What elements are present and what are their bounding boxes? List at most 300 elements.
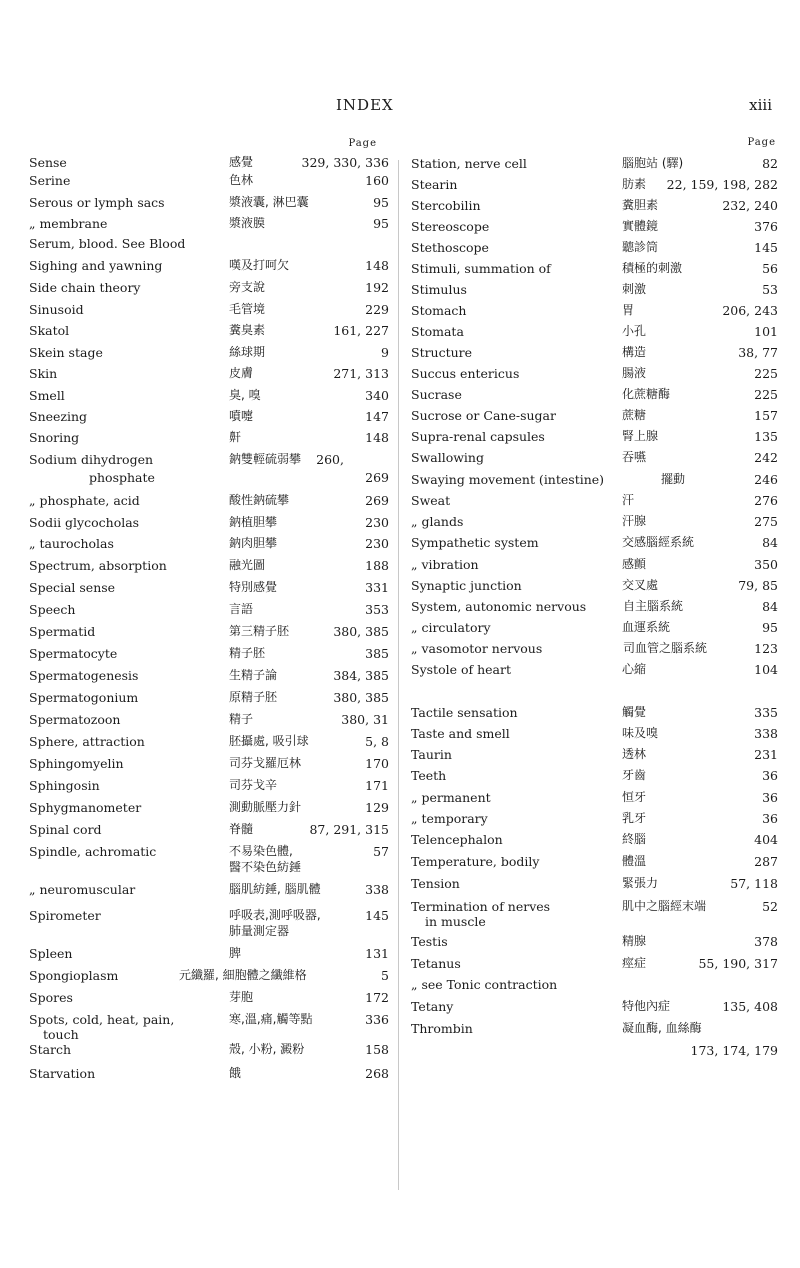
entry-chinese: 吞嚥	[622, 450, 647, 464]
entry-chinese: 色林	[229, 173, 254, 187]
entry-term: Snoring	[29, 430, 80, 445]
index-entry	[411, 934, 778, 949]
index-entry	[29, 908, 389, 938]
index-entry	[29, 624, 389, 639]
entry-page-ref: 230	[365, 536, 389, 551]
entry-chinese: 交叉處	[622, 578, 659, 592]
entry-page-ref: 188	[365, 558, 389, 573]
entry-page-ref: 172	[365, 990, 389, 1005]
entry-term: Taurin	[411, 747, 452, 762]
entry-chinese: 精子	[229, 712, 254, 726]
entry-chinese: 感覺	[229, 155, 254, 169]
entry-page-ref: 269	[365, 493, 389, 508]
index-entry	[29, 345, 389, 360]
entry-chinese: 第三精子胚	[229, 624, 290, 638]
entry-term: Telencephalon	[411, 832, 503, 847]
entry-term: Sucrose or Cane-sugar	[411, 408, 556, 423]
entry-term: Spermatogenesis	[29, 668, 139, 683]
index-entry	[411, 641, 778, 656]
index-entry	[411, 956, 778, 971]
entry-chinese: 鈉植胆攀	[229, 515, 278, 529]
entry-term: Sense	[29, 155, 67, 170]
entry-page-ref: 260,	[316, 452, 344, 467]
entry-chinese-continued: 肺量測定器	[229, 924, 290, 938]
entry-term: Sodii glycocholas	[29, 515, 140, 530]
entry-chinese: 腎上腺	[622, 429, 659, 443]
entry-chinese: 原精子胚	[229, 690, 278, 704]
index-entry	[411, 303, 778, 318]
entry-term: Tension	[411, 876, 460, 891]
entry-page-ref: 147	[365, 409, 389, 424]
index-entry	[29, 778, 389, 793]
entry-chinese: 嘆及打呵欠	[229, 258, 290, 272]
index-entry	[411, 240, 778, 255]
entry-term: Testis	[411, 934, 448, 949]
index-entry	[411, 324, 778, 339]
entry-term: Serine	[29, 173, 71, 188]
entry-page-ref: 160	[365, 173, 389, 188]
index-entry	[29, 968, 389, 983]
entry-chinese: 透林	[622, 747, 647, 761]
entry-chinese: 不易染色體,	[229, 844, 293, 858]
entry-term: Tetany	[411, 999, 454, 1014]
entry-term: Spots, cold, heat, pain,	[29, 1012, 175, 1027]
entry-term: Spermatocyte	[29, 646, 118, 661]
entry-chinese: 酸性鈉硫攀	[229, 493, 290, 507]
entry-chinese: 凝血酶, 血絲酶	[622, 1021, 702, 1035]
entry-term: Stimulus	[411, 282, 467, 297]
entry-chinese: 言語	[229, 602, 254, 616]
entry-page-ref: 376	[754, 219, 778, 234]
index-entry	[29, 258, 389, 273]
index-entry	[411, 747, 778, 762]
entry-chinese: 生精子論	[229, 668, 278, 682]
entry-page-ref: 5, 8	[365, 734, 389, 749]
entry-page-ref: 5	[381, 968, 389, 983]
entry-term: Sphingosin	[29, 778, 100, 793]
entry-page-ref: 173, 174, 179	[690, 1043, 778, 1058]
index-entry	[29, 173, 389, 188]
entry-term: Stimuli, summation of	[411, 261, 551, 276]
entry-term-continued: in muscle	[425, 914, 486, 929]
entry-chinese: 汗腺	[622, 514, 647, 528]
entry-page-ref: 56	[762, 261, 778, 276]
entry-page-ref: 268	[365, 1066, 389, 1081]
entry-page-ref: 276	[754, 493, 778, 508]
entry-chinese: 精子胚	[229, 646, 266, 660]
entry-term: Tetanus	[411, 956, 461, 971]
index-entry	[411, 345, 778, 360]
entry-chinese: 糞胆素	[622, 198, 659, 212]
entry-term: Stethoscope	[411, 240, 489, 255]
entry-term: Speech	[29, 602, 76, 617]
index-entry	[411, 768, 778, 783]
entry-page-ref: 145	[754, 240, 778, 255]
entry-page-ref: 353	[365, 602, 389, 617]
entry-term: Sphere, attraction	[29, 734, 145, 749]
index-entry	[411, 832, 778, 847]
entry-chinese: 肪素	[622, 177, 647, 191]
entry-term: „ temporary	[411, 811, 488, 826]
entry-chinese: 蔗糖	[622, 408, 647, 422]
page-column-heading: Page	[747, 137, 776, 148]
entry-page-ref: 232, 240	[722, 198, 778, 213]
entry-term: Synaptic junction	[411, 578, 522, 593]
entry-term: „ vasomotor nervous	[411, 641, 543, 656]
entry-chinese: 積極的刺激	[622, 261, 683, 275]
entry-page-ref: 231	[754, 747, 778, 762]
page-column-heading: Page	[348, 138, 377, 149]
entry-page-ref: 206, 243	[722, 303, 778, 318]
index-entry	[29, 558, 389, 573]
entry-term: phosphate	[89, 470, 155, 485]
entry-chinese: 特他內症	[622, 999, 671, 1013]
index-entry	[29, 493, 389, 508]
entry-chinese: 腦肌紡錘, 腦肌體	[229, 882, 321, 896]
index-entry	[29, 470, 389, 485]
index-entry	[29, 756, 389, 771]
entry-term: System, autonomic nervous	[411, 599, 587, 614]
entry-page-ref: 338	[754, 726, 778, 741]
entry-chinese: 構造	[622, 345, 647, 359]
entry-term: Special sense	[29, 580, 116, 595]
index-entry	[411, 811, 778, 826]
entry-page-ref: 36	[762, 790, 778, 805]
entry-page-ref: 340	[365, 388, 389, 403]
entry-chinese: 實體鏡	[622, 219, 659, 233]
entry-chinese: 胃	[622, 303, 635, 317]
entry-page-ref: 329, 330, 336	[301, 155, 389, 170]
entry-page-ref: 350	[754, 557, 778, 572]
entry-term: Stereoscope	[411, 219, 490, 234]
entry-term: Stercobilin	[411, 198, 481, 213]
entry-chinese: 糞臭素	[229, 323, 266, 337]
page-number: xiii	[749, 96, 772, 114]
entry-term: Spermatid	[29, 624, 96, 639]
index-entry	[411, 578, 778, 593]
index-entry	[29, 1042, 389, 1057]
index-entry	[411, 1043, 778, 1058]
entry-chinese: 乳牙	[622, 811, 647, 825]
index-entry	[411, 876, 778, 891]
index-entry	[29, 712, 389, 727]
entry-term: Sucrase	[411, 387, 462, 402]
entry-chinese: 心縮	[622, 662, 647, 676]
entry-page-ref: 95	[762, 620, 778, 635]
entry-page-ref: 338	[365, 882, 389, 897]
entry-page-ref: 148	[365, 430, 389, 445]
entry-chinese: 皮膚	[229, 366, 254, 380]
entry-chinese: 噴嚏	[229, 409, 254, 423]
entry-chinese: 汗	[622, 493, 635, 507]
entry-term: „ taurocholas	[29, 536, 114, 551]
entry-chinese: 痙症	[622, 956, 647, 970]
entry-chinese: 司芬戈辛	[229, 778, 278, 792]
entry-chinese: 殼, 小粉, 澱粉	[229, 1042, 305, 1056]
index-entry	[411, 450, 778, 465]
entry-term: Spleen	[29, 946, 73, 961]
entry-term: Spectrum, absorption	[29, 558, 167, 573]
entry-page-ref: 157	[754, 408, 778, 423]
entry-page-ref: 135	[754, 429, 778, 444]
entry-page-ref: 84	[762, 599, 778, 614]
entry-page-ref: 229	[365, 302, 389, 317]
entry-chinese: 緊張力	[622, 876, 659, 890]
entry-page-ref: 331	[365, 580, 389, 595]
index-entry	[29, 236, 389, 251]
entry-page-ref: 161, 227	[333, 323, 389, 338]
entry-term: Serous or lymph sacs	[29, 195, 165, 210]
entry-term: „ phosphate, acid	[29, 493, 140, 508]
index-entry	[29, 1012, 389, 1042]
index-entry	[29, 388, 389, 403]
index-entry	[411, 429, 778, 444]
entry-term: Spindle, achromatic	[29, 844, 157, 859]
entry-term: „ see Tonic contraction	[411, 977, 558, 992]
entry-term: Sneezing	[29, 409, 88, 424]
index-entry	[411, 726, 778, 741]
page-title: INDEX	[336, 96, 394, 114]
index-entry	[29, 822, 389, 837]
entry-term: „ vibration	[411, 557, 479, 572]
entry-chinese: 腦胞站 (驛)	[622, 156, 684, 170]
entry-term: Sighing and yawning	[29, 258, 163, 273]
entry-chinese: 餓	[229, 1066, 242, 1080]
entry-page-ref: 82	[762, 156, 778, 171]
entry-page-ref: 57	[373, 844, 389, 859]
entry-chinese: 肌中之腦經末端	[622, 899, 707, 913]
entry-term: Sphygmanometer	[29, 800, 142, 815]
entry-page-ref: 95	[373, 216, 389, 231]
index-entry	[411, 854, 778, 869]
entry-term: Swallowing	[411, 450, 484, 465]
index-entry	[29, 946, 389, 961]
entry-chinese: 脾	[229, 946, 242, 960]
entry-page-ref: 38, 77	[738, 345, 778, 360]
entry-page-ref: 385	[365, 646, 389, 661]
page-header	[0, 96, 800, 116]
index-entry	[29, 430, 389, 445]
entry-chinese: 漿液膜	[229, 216, 266, 230]
entry-chinese: 測動脈壓力針	[229, 800, 302, 814]
entry-page-ref: 336	[365, 1012, 389, 1027]
entry-page-ref: 104	[754, 662, 778, 677]
entry-page-ref: 22, 159, 198, 282	[666, 177, 778, 192]
entry-page-ref: 242	[754, 450, 778, 465]
entry-term: Sweat	[411, 493, 451, 508]
entry-term: Taste and smell	[411, 726, 510, 741]
entry-term: Skin	[29, 366, 58, 381]
index-entry	[411, 999, 778, 1014]
entry-page-ref: 275	[754, 514, 778, 529]
entry-page-ref: 57, 118	[730, 876, 778, 891]
entry-chinese: 絲球期	[229, 345, 266, 359]
entry-page-ref: 269	[365, 470, 389, 485]
entry-chinese: 終腦	[622, 832, 647, 846]
index-entry	[29, 800, 389, 815]
index-entry	[29, 990, 389, 1005]
entry-page-ref: 380, 385	[333, 690, 389, 705]
entry-chinese: 聽診筒	[622, 240, 659, 254]
entry-page-ref: 380, 31	[341, 712, 389, 727]
entry-page-ref: 36	[762, 811, 778, 826]
entry-page-ref: 380, 385	[333, 624, 389, 639]
entry-page-ref: 230	[365, 515, 389, 530]
entry-page-ref: 225	[754, 366, 778, 381]
entry-chinese: 胚攝處, 吸引球	[229, 734, 309, 748]
entry-term: Starvation	[29, 1066, 96, 1081]
entry-chinese: 味及嗅	[622, 726, 659, 740]
index-entry	[29, 882, 389, 897]
entry-chinese: 觸覺	[622, 705, 647, 719]
index-entry	[411, 493, 778, 508]
entry-chinese: 芽胞	[229, 990, 254, 1004]
entry-term: Sphingomyelin	[29, 756, 124, 771]
entry-page-ref: 84	[762, 535, 778, 550]
entry-term: Termination of nerves	[411, 899, 551, 914]
entry-term: Swaying movement (intestine)	[411, 472, 605, 487]
index-entry	[411, 282, 778, 297]
entry-page-ref: 287	[754, 854, 778, 869]
entry-term: Skatol	[29, 323, 70, 338]
entry-chinese: 旁支說	[229, 280, 266, 294]
index-entry	[29, 536, 389, 551]
entry-term: „ glands	[411, 514, 464, 529]
index-entry	[29, 195, 389, 210]
entry-chinese: 元纖羅, 細胞體之纖維格	[179, 968, 307, 982]
entry-chinese: 呼吸表,測呼吸器,	[229, 908, 321, 922]
entry-term: Sympathetic system	[411, 535, 539, 550]
entry-page-ref: 36	[762, 768, 778, 783]
index-entry	[29, 216, 389, 231]
entry-page-ref: 225	[754, 387, 778, 402]
entry-chinese: 牙齒	[622, 768, 647, 782]
index-entry	[411, 514, 778, 529]
entry-page-ref: 171	[365, 778, 389, 793]
entry-chinese: 司血管之腦系統	[623, 641, 708, 655]
index-entry	[29, 280, 389, 295]
entry-page-ref: 131	[365, 946, 389, 961]
index-entry	[411, 1021, 778, 1036]
index-entry	[411, 899, 778, 929]
entry-page-ref: 101	[754, 324, 778, 339]
entry-page-ref: 135, 408	[722, 999, 778, 1014]
index-entry	[29, 646, 389, 661]
index-entry	[29, 844, 389, 874]
index-entry	[411, 198, 778, 213]
entry-page-ref: 335	[754, 705, 778, 720]
entry-term: Temperature, bodily	[411, 854, 540, 869]
entry-chinese: 小孔	[622, 324, 647, 338]
index-entry	[29, 302, 389, 317]
index-entry	[411, 219, 778, 234]
entry-page-ref: 123	[754, 641, 778, 656]
entry-term: Stomata	[411, 324, 464, 339]
index-entry	[29, 602, 389, 617]
index-entry	[29, 690, 389, 705]
entry-term: Spongioplasm	[29, 968, 119, 983]
entry-term: Sodium dihydrogen	[29, 452, 154, 467]
entry-page-ref: 79, 85	[738, 578, 778, 593]
entry-chinese: 鼾	[229, 430, 242, 444]
entry-term: Supra-renal capsules	[411, 429, 545, 444]
entry-chinese: 漿液囊, 淋巴囊	[229, 195, 309, 209]
entry-chinese: 自主腦系統	[623, 599, 684, 613]
entry-chinese: 臭, 嗅	[229, 388, 261, 402]
entry-chinese-continued: 醫不染色紡錘	[229, 860, 302, 874]
entry-term: Spinal cord	[29, 822, 102, 837]
entry-chinese: 精腺	[622, 934, 647, 948]
entry-page-ref: 271, 313	[333, 366, 389, 381]
entry-term: Side chain theory	[29, 280, 141, 295]
entry-term: Spermatozoon	[29, 712, 121, 727]
entry-term: Sinusoid	[29, 302, 84, 317]
entry-chinese: 恒牙	[622, 790, 647, 804]
entry-chinese: 血運系統	[622, 620, 671, 634]
index-entry	[411, 705, 778, 720]
index-entry	[411, 599, 778, 614]
entry-term: Teeth	[411, 768, 447, 783]
index-entry	[411, 472, 778, 487]
index-entry	[29, 155, 389, 170]
index-entry	[411, 387, 778, 402]
entry-chinese: 化蔗糖酶	[622, 387, 671, 401]
index-entry	[411, 977, 778, 992]
entry-term: Stomach	[411, 303, 467, 318]
index-entry	[29, 366, 389, 381]
entry-chinese: 融光圖	[229, 558, 266, 572]
entry-term: Tactile sensation	[411, 705, 518, 720]
entry-page-ref: 145	[365, 908, 389, 923]
entry-term: Succus entericus	[411, 366, 520, 381]
entry-page-ref: 170	[365, 756, 389, 771]
entry-chinese: 刺激	[622, 282, 647, 296]
entry-chinese: 鈉雙輕硫弱攀	[229, 452, 302, 466]
entry-chinese: 司芬戈羅厄林	[229, 756, 302, 770]
index-entry	[411, 620, 778, 635]
index-entry	[29, 580, 389, 595]
entry-page-ref: 148	[365, 258, 389, 273]
entry-chinese: 寒,溫,痛,觸等點	[229, 1012, 313, 1026]
entry-term: Smell	[29, 388, 65, 403]
entry-chinese: 感顫	[622, 557, 647, 571]
entry-page-ref: 9	[381, 345, 389, 360]
entry-term: Station, nerve cell	[411, 156, 527, 171]
index-entry	[411, 535, 778, 550]
entry-chinese: 特別感覺	[229, 580, 278, 594]
index-entry	[411, 790, 778, 805]
entry-page-ref: 55, 190, 317	[698, 956, 778, 971]
entry-chinese: 脊髓	[229, 822, 254, 836]
entry-page-ref: 129	[365, 800, 389, 815]
entry-chinese: 腸液	[622, 366, 647, 380]
entry-term: Skein stage	[29, 345, 103, 360]
index-entry	[411, 408, 778, 423]
index-entry	[411, 156, 778, 171]
entry-page-ref: 192	[365, 280, 389, 295]
entry-term: „ permanent	[411, 790, 491, 805]
index-entry	[411, 662, 778, 677]
entry-term: Starch	[29, 1042, 72, 1057]
entry-page-ref: 95	[373, 195, 389, 210]
entry-page-ref: 378	[754, 934, 778, 949]
column-divider	[398, 160, 399, 1190]
entry-term: Systole of heart	[411, 662, 511, 677]
index-entry	[29, 323, 389, 338]
index-entry	[29, 515, 389, 530]
entry-page-ref: 246	[754, 472, 778, 487]
index-entry	[29, 1066, 389, 1081]
